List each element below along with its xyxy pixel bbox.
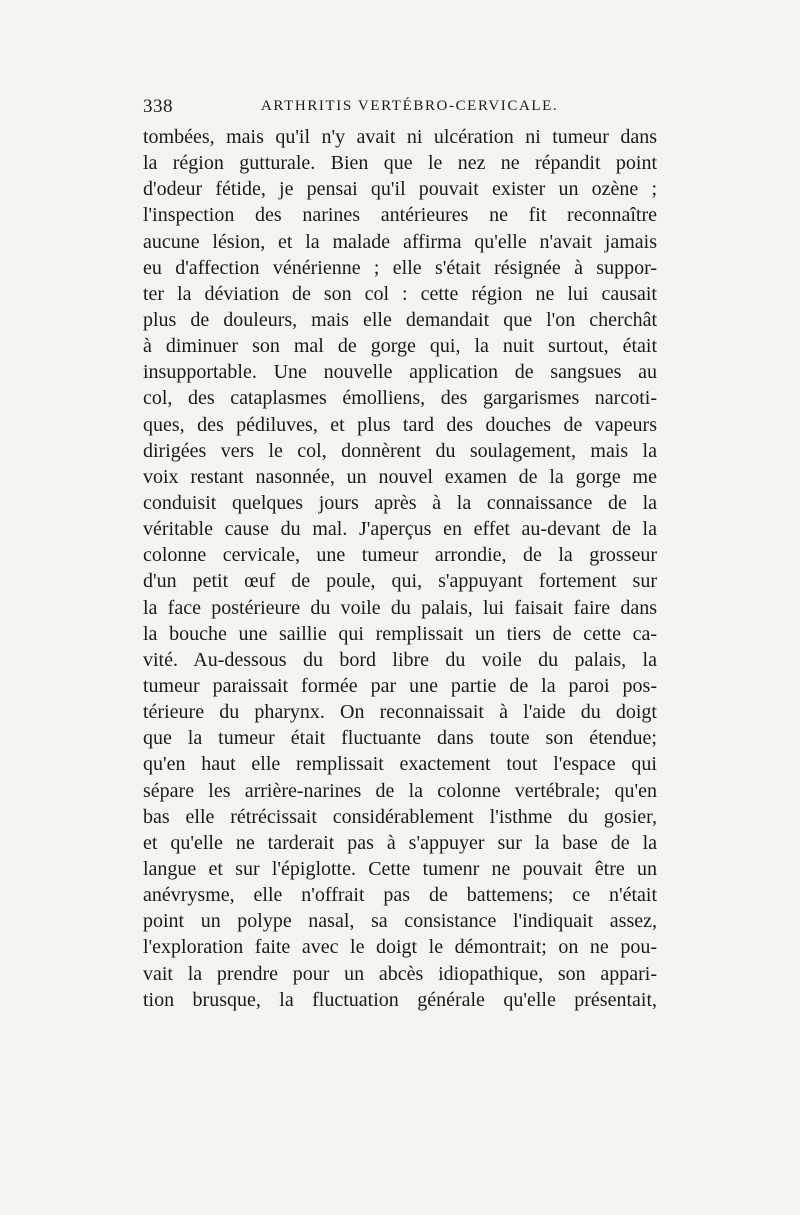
text-line: ques, des pédiluves, et plus tard des douches de vapeurs [143, 413, 657, 436]
text-line: col, des cataplasmes émolliens, des gargarismes narcoti- [143, 387, 657, 410]
text-line: qu'en haut elle remplissait exactement tout l'espace qui [143, 753, 657, 776]
text-line: l'inspection des narines antérieures ne fit reconnaître [143, 204, 657, 227]
text-line: l'exploration faite avec le doigt le démontrait; on ne pou- [143, 936, 657, 959]
text-line: véritable cause du mal. J'aperçus en effet au-devant de la [143, 518, 657, 541]
text-line: colonne cervicale, une tumeur arrondie, de la grosseur [143, 544, 657, 567]
running-head [143, 96, 663, 120]
text-line: bas elle rétrécissait considérablement l'isthme du gosier, [143, 805, 657, 828]
text-line: tion brusque, la fluctuation générale qu'elle présentait, [143, 988, 657, 1011]
text-line: langue et sur l'épiglotte. Cette tumenr ne pouvait être un [143, 857, 657, 880]
text-line: la bouche une saillie qui remplissait un tiers de cette ca- [143, 622, 657, 645]
text-line: la face postérieure du voile du palais, lui faisait faire dans [143, 596, 657, 619]
text-line: plus de douleurs, mais elle demandait que l'on cherchât [143, 308, 657, 331]
body-text [143, 124, 657, 1013]
text-line: ter la déviation de son col : cette région ne lui causait [143, 282, 657, 305]
text-line: tumeur paraissait formée par une partie de la paroi pos- [143, 674, 657, 697]
text-line: aucune lésion, et la malade affirma qu'elle n'avait jamais [143, 230, 657, 253]
text-line: la région gutturale. Bien que le nez ne répandit point [143, 152, 657, 175]
text-line: insupportable. Une nouvelle application de sangsues au [143, 361, 657, 384]
text-line: d'odeur fétide, je pensai qu'il pouvait exister un ozène ; [143, 178, 657, 201]
text-line: vité. Au-dessous du bord libre du voile du palais, la [143, 648, 657, 671]
text-line: térieure du pharynx. On reconnaissait à l'aide du doigt [143, 701, 657, 724]
text-line: que la tumeur était fluctuante dans toute son étendue; [143, 727, 657, 750]
page-number: 338 [143, 96, 173, 117]
text-line: eu d'affection vénérienne ; elle s'était résignée à suppor- [143, 256, 657, 279]
text-line: dirigées vers le col, donnèrent du soulagement, mais la [143, 439, 657, 462]
text-line: tombées, mais qu'il n'y avait ni ulcération ni tumeur dans [143, 126, 657, 148]
running-title: ARTHRITIS VERTÉBRO-CERVICALE. [261, 98, 559, 114]
text-line: conduisit quelques jours après à la connaissance de la [143, 491, 657, 514]
text-line: sépare les arrière-narines de la colonne vertébrale; qu'en [143, 779, 657, 802]
text-line: et qu'elle ne tarderait pas à s'appuyer sur la base de la [143, 831, 657, 854]
text-line: voix restant nasonnée, un nouvel examen de la gorge me [143, 465, 657, 488]
text-line: vait la prendre pour un abcès idiopathique, son appari- [143, 962, 657, 985]
text-line: point un polype nasal, sa consistance l'indiquait assez, [143, 910, 657, 933]
text-line: anévrysme, elle n'offrait pas de battemens; ce n'était [143, 884, 657, 907]
text-line: d'un petit œuf de poule, qui, s'appuyant fortement sur [143, 570, 657, 593]
text-line: à diminuer son mal de gorge qui, la nuit surtout, était [143, 335, 657, 358]
